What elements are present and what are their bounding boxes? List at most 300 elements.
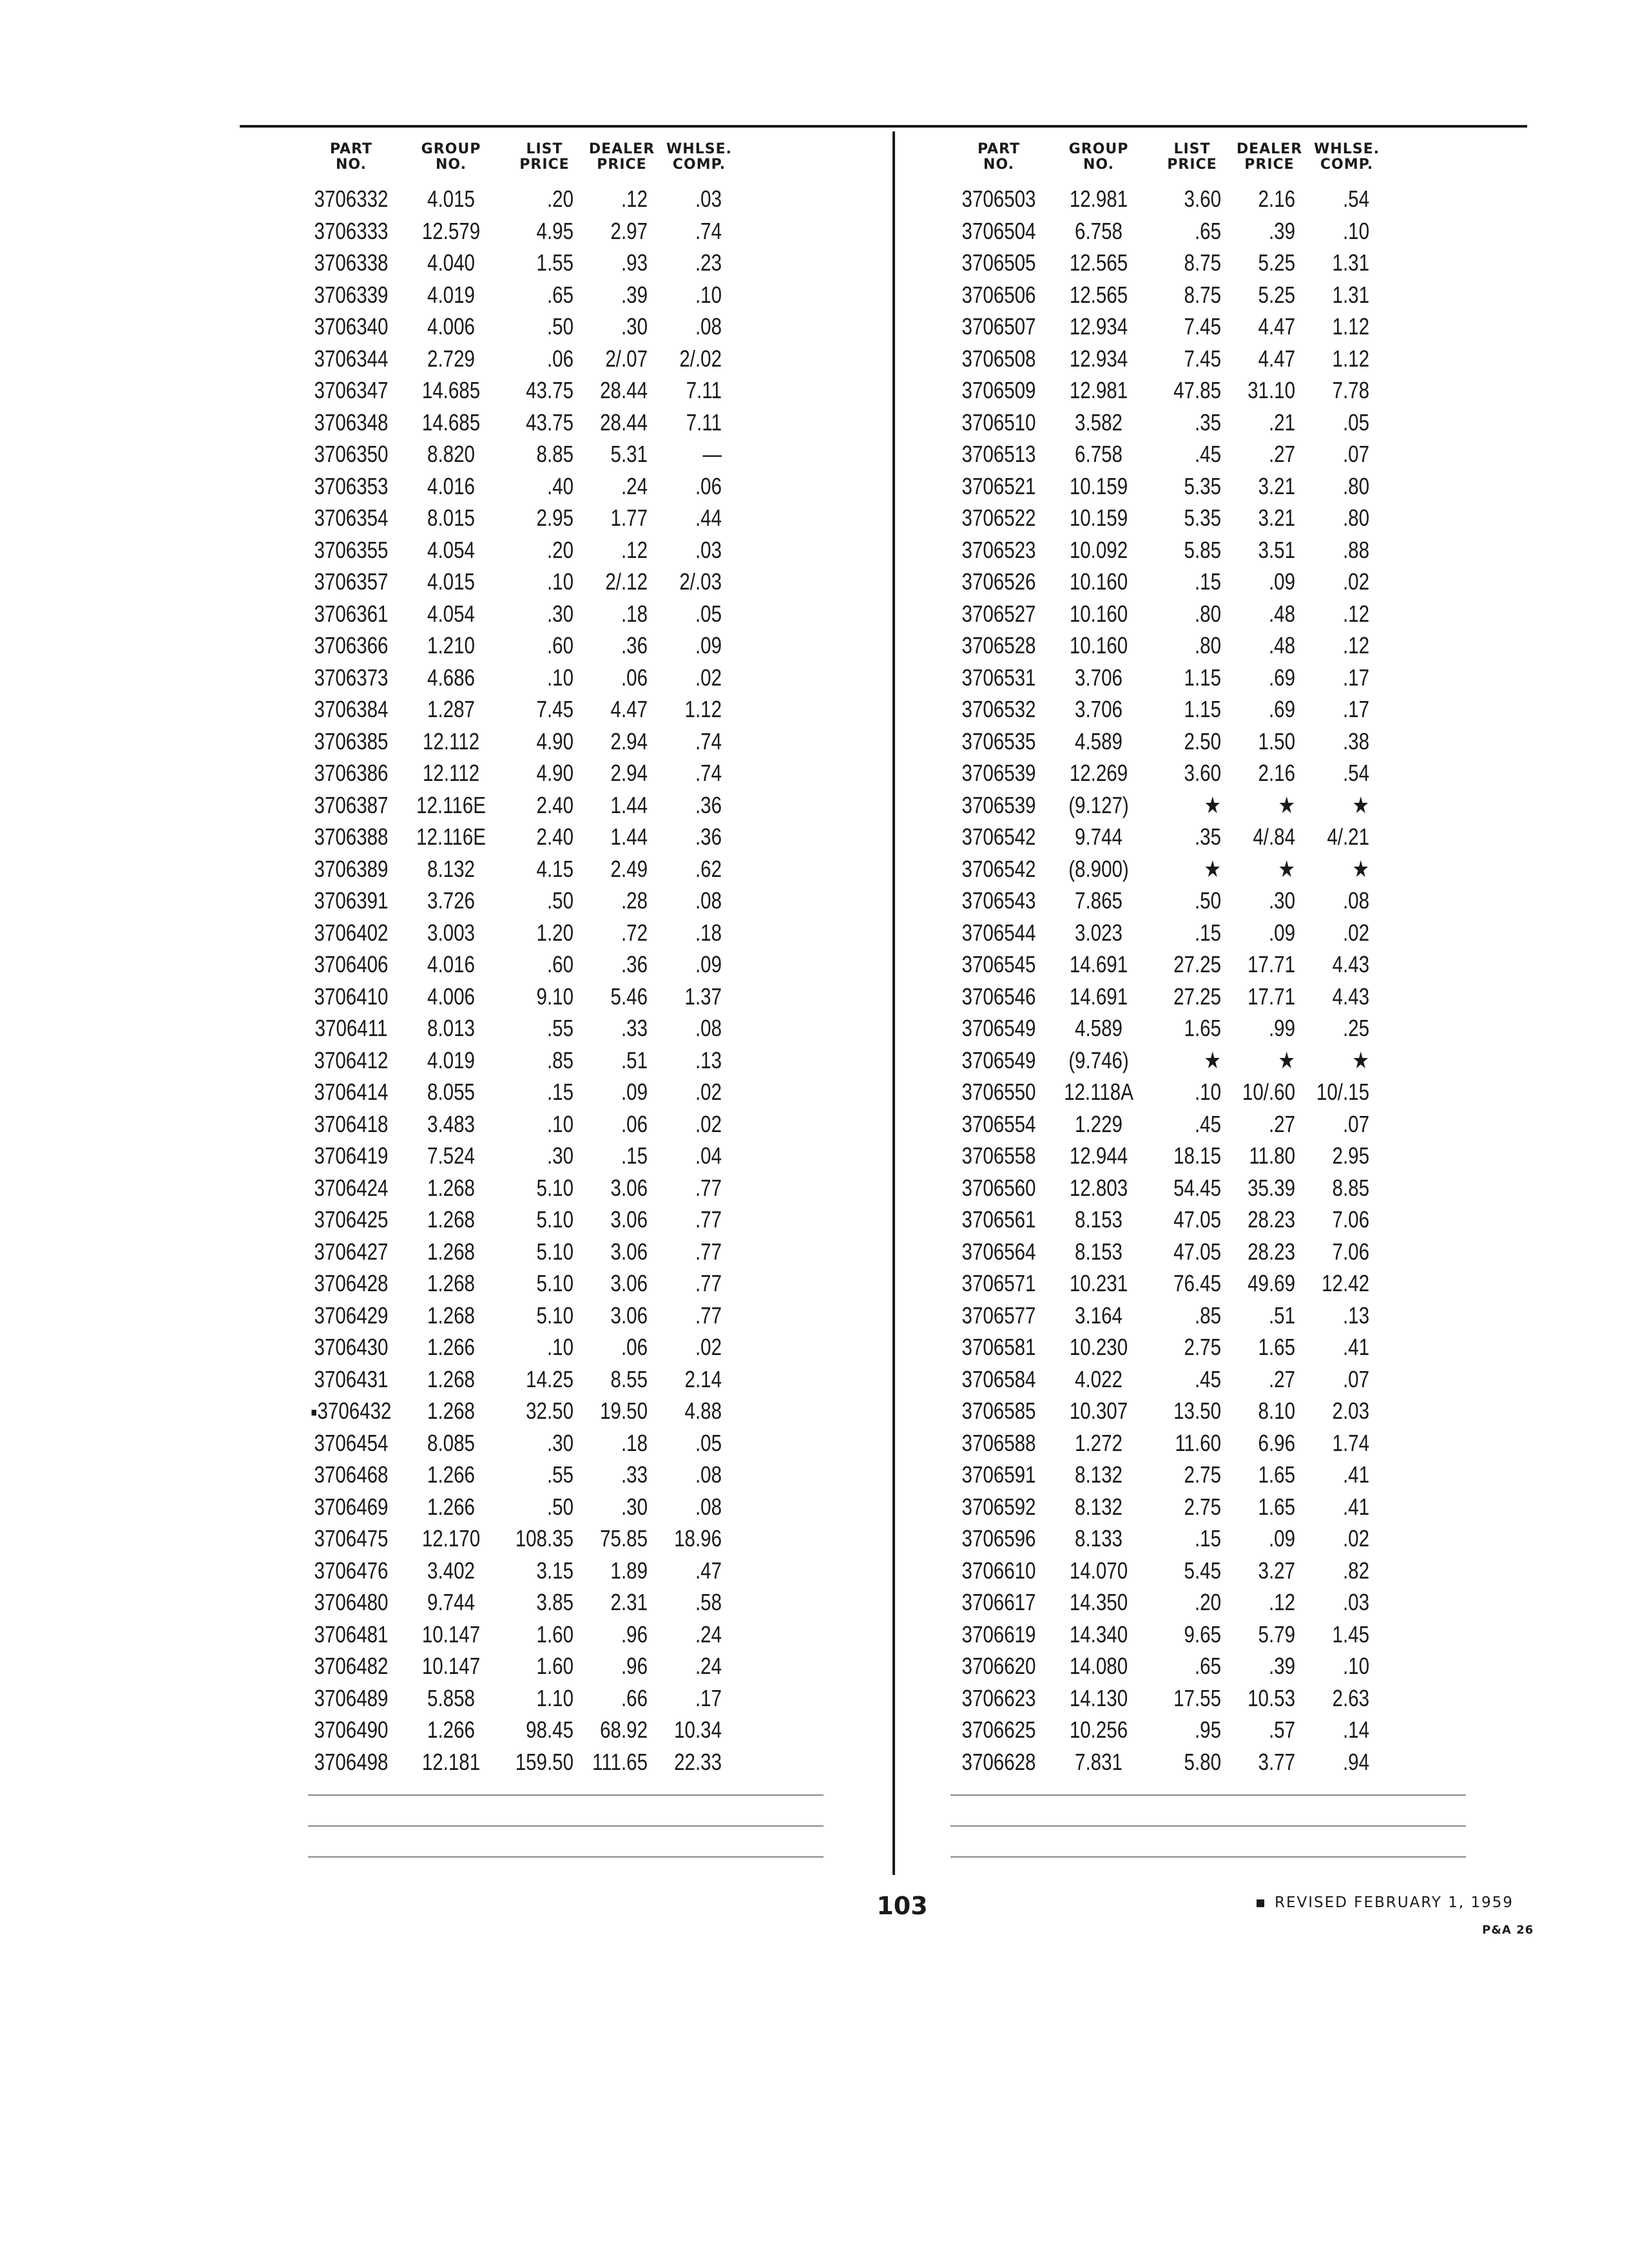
cell-text: 5.10	[536, 1238, 574, 1265]
whlse-comp-cell	[1290, 1491, 1369, 1523]
list-price-cell	[1142, 1044, 1221, 1077]
list-price-cell	[494, 1682, 574, 1715]
dealer-price-cell	[1216, 917, 1295, 949]
cell-text: 1.89	[610, 1557, 648, 1584]
whlse-comp-cell	[642, 407, 722, 439]
cell-text: 14.685	[421, 377, 481, 403]
part-no-cell	[312, 1044, 391, 1077]
cell-text: 27.25	[1173, 951, 1221, 977]
cell-text: .74	[695, 727, 722, 754]
cell-text: 12.116E	[416, 823, 486, 850]
dealer-price-cell	[1216, 247, 1295, 279]
cell-text: .30	[546, 1142, 574, 1169]
group-no-cell	[1059, 215, 1139, 247]
dealer-price-cell	[568, 1427, 648, 1459]
part-no-cell	[959, 1650, 1039, 1682]
cell-text: 6.96	[1258, 1429, 1295, 1456]
dealer-price-cell	[568, 247, 648, 279]
cell-text: 3706592	[961, 1493, 1036, 1520]
part-no-cell	[312, 1523, 391, 1555]
dealer-price-cell	[568, 343, 648, 375]
group-no-cell	[412, 1076, 491, 1108]
cell-text: .45	[1194, 1365, 1221, 1392]
cell-text: .77	[695, 1206, 722, 1233]
group-no-cell	[412, 407, 491, 439]
cell-text: 14.350	[1069, 1589, 1128, 1615]
part-no-cell	[312, 1491, 391, 1523]
cell-text: (9.746)	[1068, 1046, 1129, 1073]
cell-text: .36	[621, 951, 648, 977]
part-no-cell	[312, 1459, 391, 1491]
whlse-comp-cell	[1290, 1395, 1369, 1427]
cell-text: .99	[1268, 1015, 1295, 1041]
cell-text: 3706427	[314, 1238, 389, 1265]
dealer-price-cell	[1216, 789, 1295, 822]
cell-text: .62	[695, 855, 722, 882]
cell-text: 4.015	[427, 186, 475, 212]
cell-text: 5.35	[1184, 505, 1221, 531]
cell-text: .30	[621, 1493, 648, 1520]
cell-text: .80	[1194, 600, 1221, 627]
cell-text: .65	[1194, 217, 1221, 244]
cell-text: .06	[621, 1334, 648, 1360]
cell-text: 1.229	[1075, 1110, 1123, 1137]
cell-text: 3706532	[961, 696, 1036, 722]
cell-text: 35.39	[1248, 1174, 1295, 1201]
group-no-cell	[1059, 1555, 1139, 1587]
part-no-cell	[312, 1140, 391, 1172]
part-no-cell	[959, 279, 1039, 311]
part-no-cell	[959, 407, 1039, 439]
cell-text: .94	[1342, 1748, 1369, 1775]
cell-text: 3706348	[314, 408, 389, 436]
page-code: P&A 26	[1482, 1923, 1534, 1937]
group-no-cell	[1059, 1427, 1139, 1459]
dealer-price-cell	[1216, 1650, 1295, 1682]
cell-text: .45	[1194, 1110, 1221, 1137]
cell-text: 1.31	[1332, 249, 1369, 276]
cell-text: 3706432	[317, 1398, 392, 1424]
cell-text: 2.40	[536, 791, 574, 818]
whlse-comp-cell	[642, 885, 722, 917]
cell-text: 8.085	[427, 1429, 475, 1456]
cell-text: 3706410	[314, 983, 389, 1010]
cell-text: .15	[1194, 1525, 1221, 1552]
group-no-cell	[412, 981, 491, 1013]
dealer-price-cell	[1216, 1012, 1295, 1044]
cell-text: 3.21	[1258, 472, 1295, 499]
group-no-cell	[412, 885, 491, 917]
group-no-cell	[1059, 1076, 1139, 1108]
cell-text: .55	[546, 1461, 574, 1488]
cell-text: .55	[546, 1015, 574, 1041]
part-no-cell	[959, 1555, 1039, 1587]
cell-text: 68.92	[600, 1716, 648, 1743]
cell-text: .08	[695, 1015, 722, 1041]
cell-text: 5.79	[1258, 1620, 1295, 1648]
whlse-comp-cell	[1290, 1172, 1369, 1204]
cell-text: 3706490	[314, 1716, 389, 1743]
dealer-price-cell	[1216, 374, 1295, 407]
whlse-comp-cell	[642, 1650, 722, 1682]
cell-text: 1.268	[427, 1238, 475, 1265]
whlse-comp-cell	[642, 470, 722, 503]
cell-text: 54.45	[1173, 1174, 1221, 1201]
whlse-comp-cell	[642, 1076, 722, 1108]
cell-text: 2.49	[610, 855, 648, 882]
cell-text: 3706527	[961, 600, 1036, 627]
cell-text: .18	[695, 919, 722, 946]
cell-text: .50	[546, 887, 574, 914]
cell-text: (8.900)	[1068, 855, 1129, 882]
part-no-cell	[959, 311, 1039, 343]
cell-text: 1.15	[1184, 664, 1221, 691]
cell-text: 3706546	[961, 983, 1036, 1010]
cell-text: 10/.60	[1242, 1079, 1295, 1105]
cell-text: 4.019	[427, 281, 475, 308]
cell-text: 1.268	[427, 1302, 475, 1329]
part-no-cell	[959, 470, 1039, 503]
dealer-price-cell	[568, 470, 648, 503]
list-price-cell	[1142, 1363, 1221, 1396]
header-whlse-comp: WHLSE. COMP.	[1314, 141, 1380, 173]
cell-text: 9.744	[1075, 823, 1123, 850]
cell-text: .20	[546, 186, 574, 212]
cell-text: 3.60	[1184, 760, 1221, 786]
cell-text: .85	[546, 1046, 574, 1073]
cell-text: .14	[1342, 1716, 1369, 1743]
header-part-no: PART NO.	[329, 141, 373, 173]
list-price-cell	[1142, 343, 1221, 375]
cell-text: 1.266	[427, 1334, 475, 1360]
dealer-price-cell	[568, 598, 648, 630]
part-no-cell	[312, 821, 391, 853]
list-price-cell	[494, 1363, 574, 1396]
cell-text: .36	[621, 632, 648, 658]
dealer-price-cell	[568, 407, 648, 439]
list-price-cell	[494, 1491, 574, 1523]
part-no-cell	[959, 343, 1039, 375]
cell-text: 2.63	[1332, 1684, 1369, 1711]
part-no-cell	[312, 279, 391, 311]
cell-text: .03	[695, 536, 722, 563]
list-price-cell	[1142, 1682, 1221, 1715]
dealer-price-cell	[1216, 1108, 1295, 1140]
cell-text: 10.092	[1069, 536, 1128, 563]
whlse-comp-cell	[1290, 726, 1369, 758]
cell-text: 3706388	[314, 823, 389, 850]
cell-text: .77	[695, 1174, 722, 1201]
cell-text: 1.44	[610, 823, 648, 850]
list-price-cell	[494, 438, 574, 470]
whlse-comp-cell	[1290, 343, 1369, 375]
dealer-price-cell	[568, 662, 648, 694]
cell-text: .10	[546, 664, 574, 691]
cell-text: 3706389	[314, 855, 389, 882]
cell-text: 4/.84	[1253, 823, 1295, 850]
whlse-comp-cell	[642, 247, 722, 279]
group-no-cell	[1059, 853, 1139, 885]
part-no-cell	[312, 1108, 391, 1140]
group-no-cell	[1059, 1395, 1139, 1427]
cell-text: .02	[695, 664, 722, 691]
cell-text: 2.16	[1258, 186, 1295, 212]
whlse-comp-cell	[1290, 1714, 1369, 1746]
list-price-cell	[1142, 566, 1221, 598]
whlse-comp-cell	[1290, 821, 1369, 853]
cell-text: 3706588	[961, 1429, 1036, 1456]
group-no-cell	[412, 343, 491, 375]
dealer-price-cell	[1216, 757, 1295, 789]
whlse-comp-cell	[1290, 438, 1369, 470]
group-no-cell	[1059, 1619, 1139, 1651]
cell-text: 4.040	[427, 249, 475, 276]
dealer-price-cell	[568, 1459, 648, 1491]
dealer-price-cell	[1216, 534, 1295, 566]
dealer-price-cell	[1216, 1427, 1295, 1459]
cell-text: 28.44	[600, 377, 648, 403]
group-no-cell	[412, 1714, 491, 1746]
cell-text: 17.55	[1173, 1684, 1221, 1711]
whlse-comp-cell	[1290, 534, 1369, 566]
cell-text: .12	[1342, 600, 1369, 627]
cell-text: .24	[695, 1620, 722, 1648]
cell-text: 10.159	[1069, 505, 1128, 531]
part-no-cell	[959, 726, 1039, 758]
cell-text: 159.50	[515, 1748, 574, 1775]
dealer-price-cell	[1216, 981, 1295, 1013]
list-price-cell	[494, 1555, 574, 1587]
cell-text: ★	[1352, 855, 1369, 882]
list-price-cell	[1142, 1555, 1221, 1587]
list-price-cell	[494, 1140, 574, 1172]
cell-text: 3706347	[314, 377, 389, 403]
whlse-comp-cell	[642, 1236, 722, 1268]
dealer-price-cell	[568, 1140, 648, 1172]
cell-text: 1.268	[427, 1365, 475, 1392]
cell-text: .03	[695, 186, 722, 212]
part-no-cell	[312, 757, 391, 789]
cell-text: 5.45	[1184, 1557, 1221, 1584]
cell-text: .96	[621, 1620, 648, 1648]
group-no-cell	[1059, 917, 1139, 949]
cell-text: .60	[546, 951, 574, 977]
cell-text: .07	[1342, 1365, 1369, 1392]
cell-text: .80	[1194, 632, 1221, 658]
part-no-cell	[959, 757, 1039, 789]
dealer-price-cell	[1216, 343, 1295, 375]
part-no-cell	[959, 629, 1039, 662]
list-price-cell	[494, 566, 574, 598]
list-price-cell	[494, 1427, 574, 1459]
list-price-cell	[1142, 1427, 1221, 1459]
part-no-cell	[312, 311, 391, 343]
part-no-cell	[312, 1236, 391, 1268]
whlse-comp-cell	[1290, 1746, 1369, 1778]
list-price-cell	[494, 1076, 574, 1108]
cell-text: 10.147	[421, 1653, 481, 1679]
part-no-cell	[312, 981, 391, 1013]
group-no-cell	[412, 1746, 491, 1778]
whlse-comp-cell	[1290, 1682, 1369, 1715]
cell-text: 2/.03	[679, 568, 722, 595]
list-price-cell	[494, 853, 574, 885]
cell-text: 3706332	[314, 186, 389, 212]
cell-text: .74	[695, 217, 722, 244]
list-price-cell	[494, 374, 574, 407]
cell-text: 4.054	[427, 600, 475, 627]
cell-text: .17	[1342, 696, 1369, 722]
dealer-price-cell	[1216, 566, 1295, 598]
whlse-comp-cell	[1290, 1108, 1369, 1140]
top-rule	[240, 125, 1527, 128]
cell-text: 1.65	[1258, 1461, 1295, 1488]
cell-text: 2.14	[684, 1365, 722, 1392]
cell-text: 7.45	[1184, 345, 1221, 372]
group-no-cell	[1059, 1140, 1139, 1172]
cell-text: 14.25	[526, 1365, 574, 1392]
cell-text: 5.80	[1184, 1748, 1221, 1775]
cell-text: ★	[1352, 1046, 1369, 1073]
cell-text: 3706339	[314, 281, 389, 308]
whlse-comp-cell	[1290, 502, 1369, 534]
whlse-comp-cell	[642, 1746, 722, 1778]
part-no-cell	[312, 726, 391, 758]
dealer-price-cell	[568, 1650, 648, 1682]
part-no-cell	[959, 1300, 1039, 1332]
cell-text: .41	[1342, 1461, 1369, 1488]
whlse-comp-cell	[1290, 693, 1369, 726]
blank-entry-line	[308, 1856, 824, 1858]
cell-text: .13	[1342, 1302, 1369, 1329]
whlse-comp-cell	[642, 1300, 722, 1332]
list-price-cell	[494, 726, 574, 758]
group-no-cell	[1059, 1236, 1139, 1268]
list-price-cell	[1142, 1395, 1221, 1427]
part-no-cell	[312, 1300, 391, 1332]
list-price-cell	[1142, 1267, 1221, 1300]
group-no-cell	[412, 662, 491, 694]
whlse-comp-cell	[1290, 1300, 1369, 1332]
cell-text: .35	[1194, 823, 1221, 850]
whlse-comp-cell	[642, 726, 722, 758]
cell-text: 18.96	[674, 1525, 722, 1552]
cell-text: .10	[695, 281, 722, 308]
group-no-cell	[1059, 1491, 1139, 1523]
cell-text: 1.65	[1184, 1015, 1221, 1041]
part-no-cell	[959, 1746, 1039, 1778]
cell-text: .39	[1268, 217, 1295, 244]
cell-text: 8.132	[1075, 1461, 1123, 1488]
part-no-cell	[312, 534, 391, 566]
cell-text: 1.266	[427, 1716, 475, 1743]
cell-text: 11.80	[1249, 1142, 1295, 1169]
part-no-cell	[312, 1586, 391, 1619]
cell-text: 3706619	[961, 1620, 1036, 1648]
cell-text: .82	[1342, 1557, 1369, 1584]
whlse-comp-cell	[1290, 1363, 1369, 1396]
cell-text: .51	[1268, 1302, 1295, 1329]
cell-text: 5.85	[1184, 536, 1221, 563]
cell-text: .21	[1268, 408, 1295, 436]
cell-text: 3706498	[314, 1748, 389, 1775]
cell-text: .33	[621, 1015, 648, 1041]
cell-text: .09	[1268, 1525, 1295, 1552]
dealer-price-cell	[1216, 662, 1295, 694]
part-no-cell	[312, 1363, 391, 1396]
cell-text: 111.65	[592, 1748, 648, 1775]
header-group-no: GROUP NO.	[1068, 141, 1129, 173]
part-no-cell	[312, 1682, 391, 1715]
group-no-cell	[1059, 1300, 1139, 1332]
cell-text: 47.85	[1173, 377, 1221, 403]
group-no-cell	[412, 1363, 491, 1396]
cell-text: .09	[621, 1079, 648, 1105]
cell-text: 1.268	[427, 1398, 475, 1424]
cell-text: 2.75	[1184, 1493, 1221, 1520]
cell-text: 10.160	[1069, 568, 1128, 595]
whlse-comp-cell	[642, 1331, 722, 1363]
dealer-price-cell	[1216, 693, 1295, 726]
cell-text: .50	[1194, 887, 1221, 914]
cell-text: 4.90	[536, 760, 574, 786]
cell-text: 3.582	[1075, 408, 1123, 436]
cell-text: .80	[1342, 472, 1369, 499]
cell-text: .38	[1342, 727, 1369, 754]
cell-text: —	[702, 441, 722, 467]
dealer-price-cell	[1216, 279, 1295, 311]
whlse-comp-cell	[642, 598, 722, 630]
group-no-cell	[1059, 948, 1139, 981]
cell-text: 3706428	[314, 1270, 389, 1296]
dealer-price-cell	[568, 183, 648, 215]
list-price-cell	[494, 1619, 574, 1651]
cell-text: 1.55	[536, 249, 574, 276]
cell-text: 8.55	[610, 1365, 648, 1392]
cell-text: 5.31	[610, 441, 648, 467]
list-price-cell	[1142, 1140, 1221, 1172]
cell-text: 3706508	[961, 345, 1036, 372]
whlse-comp-cell	[642, 1523, 722, 1555]
part-no-cell	[312, 1012, 391, 1044]
cell-text: 4/.21	[1327, 823, 1369, 850]
cell-text: 12.981	[1069, 377, 1128, 403]
cell-text: .02	[1342, 568, 1369, 595]
cell-text: 108.35	[515, 1525, 574, 1552]
group-no-cell	[1059, 885, 1139, 917]
cell-text: 7.45	[536, 696, 574, 722]
cell-text: 7.524	[427, 1142, 475, 1169]
dealer-price-cell	[568, 917, 648, 949]
cell-text: 10.160	[1069, 632, 1128, 658]
list-price-cell	[494, 1714, 574, 1746]
cell-text: 3706625	[961, 1716, 1036, 1743]
cell-text: 1.210	[427, 632, 475, 658]
cell-text: 1.272	[1075, 1429, 1123, 1456]
whlse-comp-cell	[1290, 374, 1369, 407]
whlse-comp-cell	[642, 502, 722, 534]
cell-text: 12.42	[1322, 1270, 1369, 1296]
cell-text: ★	[1278, 855, 1295, 882]
cell-text: 3706623	[961, 1684, 1036, 1711]
cell-text: 3706543	[961, 887, 1036, 914]
dealer-price-cell	[568, 757, 648, 789]
group-no-cell	[412, 1012, 491, 1044]
whlse-comp-cell	[642, 1140, 722, 1172]
cell-text: 3706505	[961, 249, 1036, 276]
part-no-cell	[312, 502, 391, 534]
cell-text: .93	[621, 249, 648, 276]
